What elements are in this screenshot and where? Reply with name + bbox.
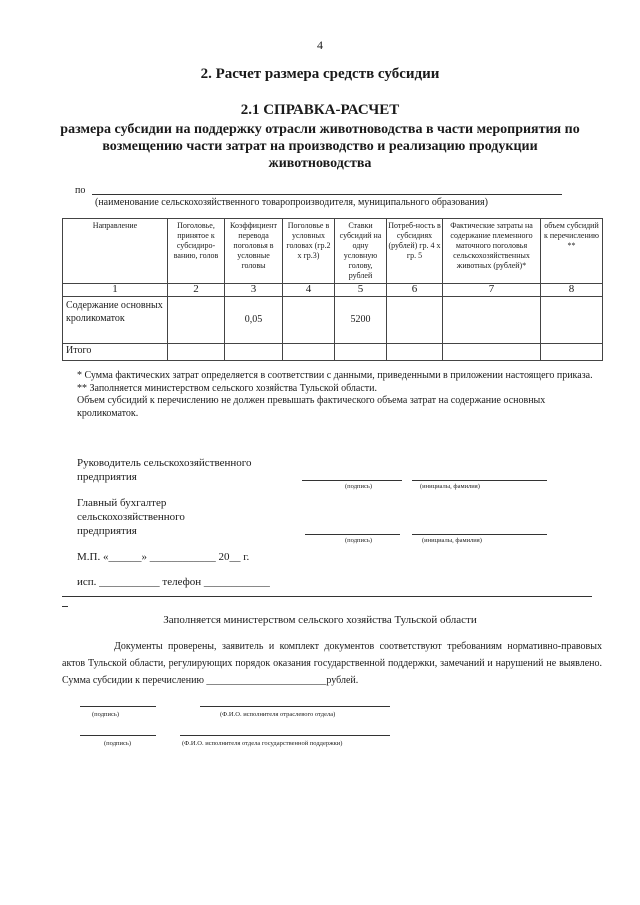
acc-label-line2: сельскохозяйственного — [77, 511, 185, 523]
empty-cell — [387, 297, 443, 344]
bottom-sign-caption-1: (подпись) — [92, 711, 119, 718]
acc-sign-line — [305, 534, 400, 535]
empty-cell — [443, 344, 541, 361]
acc-initials-caption: (инициалы, фамилия) — [422, 537, 482, 544]
empty-cell — [283, 297, 335, 344]
bottom-fio-line-1 — [200, 706, 390, 707]
head-label-line1: Руководитель сельскохозяйственного — [77, 457, 252, 469]
stamp-date-line: М.П. «______» ____________ 20__ г. — [77, 551, 250, 563]
po-caption: (наименование сельскохозяйственного товаропроизводителя, муниципального образования) — [95, 197, 488, 208]
header-cell: Направление — [63, 219, 168, 284]
table-header-row — [63, 219, 603, 284]
header-cell: Фактические затраты на содержание племенного маточного поголовья сельскохозяйственных животных (рублей)* — [443, 219, 541, 284]
empty-cell — [335, 344, 387, 361]
column-number: 5 — [335, 284, 387, 297]
empty-cell — [443, 297, 541, 344]
empty-cell — [541, 297, 603, 344]
po-fill-line — [92, 194, 562, 195]
section-title: 2. Расчет размера средств субсидии — [200, 66, 440, 82]
head-signature-label — [77, 456, 252, 484]
header-cell: Ставки субсидий на одну условную голову, рублей — [335, 219, 387, 284]
page-number: 4 — [317, 38, 323, 52]
bottom-sign-line-2 — [80, 735, 156, 736]
doc-subtitle: размера субсидии на поддержку отрасли животноводства в части мероприятия по возмещению части затрат на производство и реализацию продукции животноводства — [60, 122, 580, 171]
head-sign-caption: (подпись) — [345, 483, 372, 490]
bottom-sign-caption-2: (подпись) — [104, 740, 131, 747]
rate-cell: 5200 — [335, 297, 387, 344]
column-number: 4 — [283, 284, 335, 297]
head-initials-caption: (инициалы, фамилия) — [420, 483, 480, 490]
empty-cell — [541, 344, 603, 361]
head-sign-line — [302, 480, 402, 481]
header-cell: Потреб-ность в субсидиях (рублей) гр. 4 х гр. 5 — [387, 219, 443, 284]
table-total-row — [63, 344, 603, 361]
table-row — [63, 297, 603, 344]
po-label: по — [75, 185, 86, 196]
direction-cell: Содержание основных кроликоматок — [63, 297, 168, 344]
executor-phone-line: исп. ___________ телефон ____________ — [77, 576, 270, 588]
column-number: 3 — [225, 284, 283, 297]
bottom-fio-caption-2: (Ф.И.О. исполнителя отдела государственной поддержки) — [182, 740, 343, 747]
column-number: 1 — [63, 284, 168, 297]
table-number-row — [63, 284, 603, 297]
doc-title: 2.1 СПРАВКА-РАСЧЕТ — [240, 102, 400, 118]
ministry-body-text: Документы проверены, заявитель и комплект документов соответствуют требованиям нормативно-правовых актов Тульской области, регулирующих порядок оказания государственной поддержки, замечаний и нарушений не выявлено. Сумма субсидии к перечислению ________________________рублей. — [62, 641, 602, 686]
bottom-sign-line-1 — [80, 706, 156, 707]
footnotes — [77, 370, 602, 420]
column-number: 8 — [541, 284, 603, 297]
empty-cell — [283, 344, 335, 361]
divider-tick — [62, 606, 68, 607]
calculation-table — [62, 218, 603, 361]
acc-sign-caption: (подпись) — [345, 537, 372, 544]
ministry-section-title: Заполняется министерством сельского хозяйства Тульской области — [163, 614, 477, 626]
column-number: 2 — [168, 284, 225, 297]
footnote-2: ** Заполняется министерством сельского хозяйства Тульской области. — [77, 382, 378, 394]
header-cell: Поголовье, принятое к субсидиро-ванию, голов — [168, 219, 225, 284]
acc-label-line3: предприятия — [77, 525, 137, 537]
divider-line — [62, 596, 592, 597]
head-label-line2: предприятия — [77, 471, 137, 483]
head-initials-line — [412, 480, 547, 481]
acc-label-line1: Главный бухгалтер — [77, 497, 167, 509]
empty-cell — [225, 344, 283, 361]
coefficient-cell: 0,05 — [225, 297, 283, 344]
column-number: 6 — [387, 284, 443, 297]
accountant-signature-label — [77, 496, 185, 538]
acc-initials-line — [412, 534, 547, 535]
column-number: 7 — [443, 284, 541, 297]
empty-cell — [168, 297, 225, 344]
total-label: Итого — [63, 344, 168, 361]
bottom-fio-caption-1: (Ф.И.О. исполнителя отраслевого отдела) — [220, 711, 336, 718]
header-cell: Поголовье в условных головах (гр.2 х гр.3) — [283, 219, 335, 284]
empty-cell — [387, 344, 443, 361]
header-cell: объем субсидий к перечислению ** — [541, 219, 603, 284]
header-cell: Коэффициент перевода поголовья в условные головы — [225, 219, 283, 284]
footnote-3: Объем субсидий к перечислению не должен превышать фактического объема затрат на содержание основных кроликоматок. — [77, 395, 546, 419]
bottom-fio-line-2 — [180, 735, 390, 736]
footnote-1: * Сумма фактических затрат определяется в соответствии с данными, приведенными в приложении настоящего приказа. — [77, 370, 593, 381]
empty-cell — [168, 344, 225, 361]
